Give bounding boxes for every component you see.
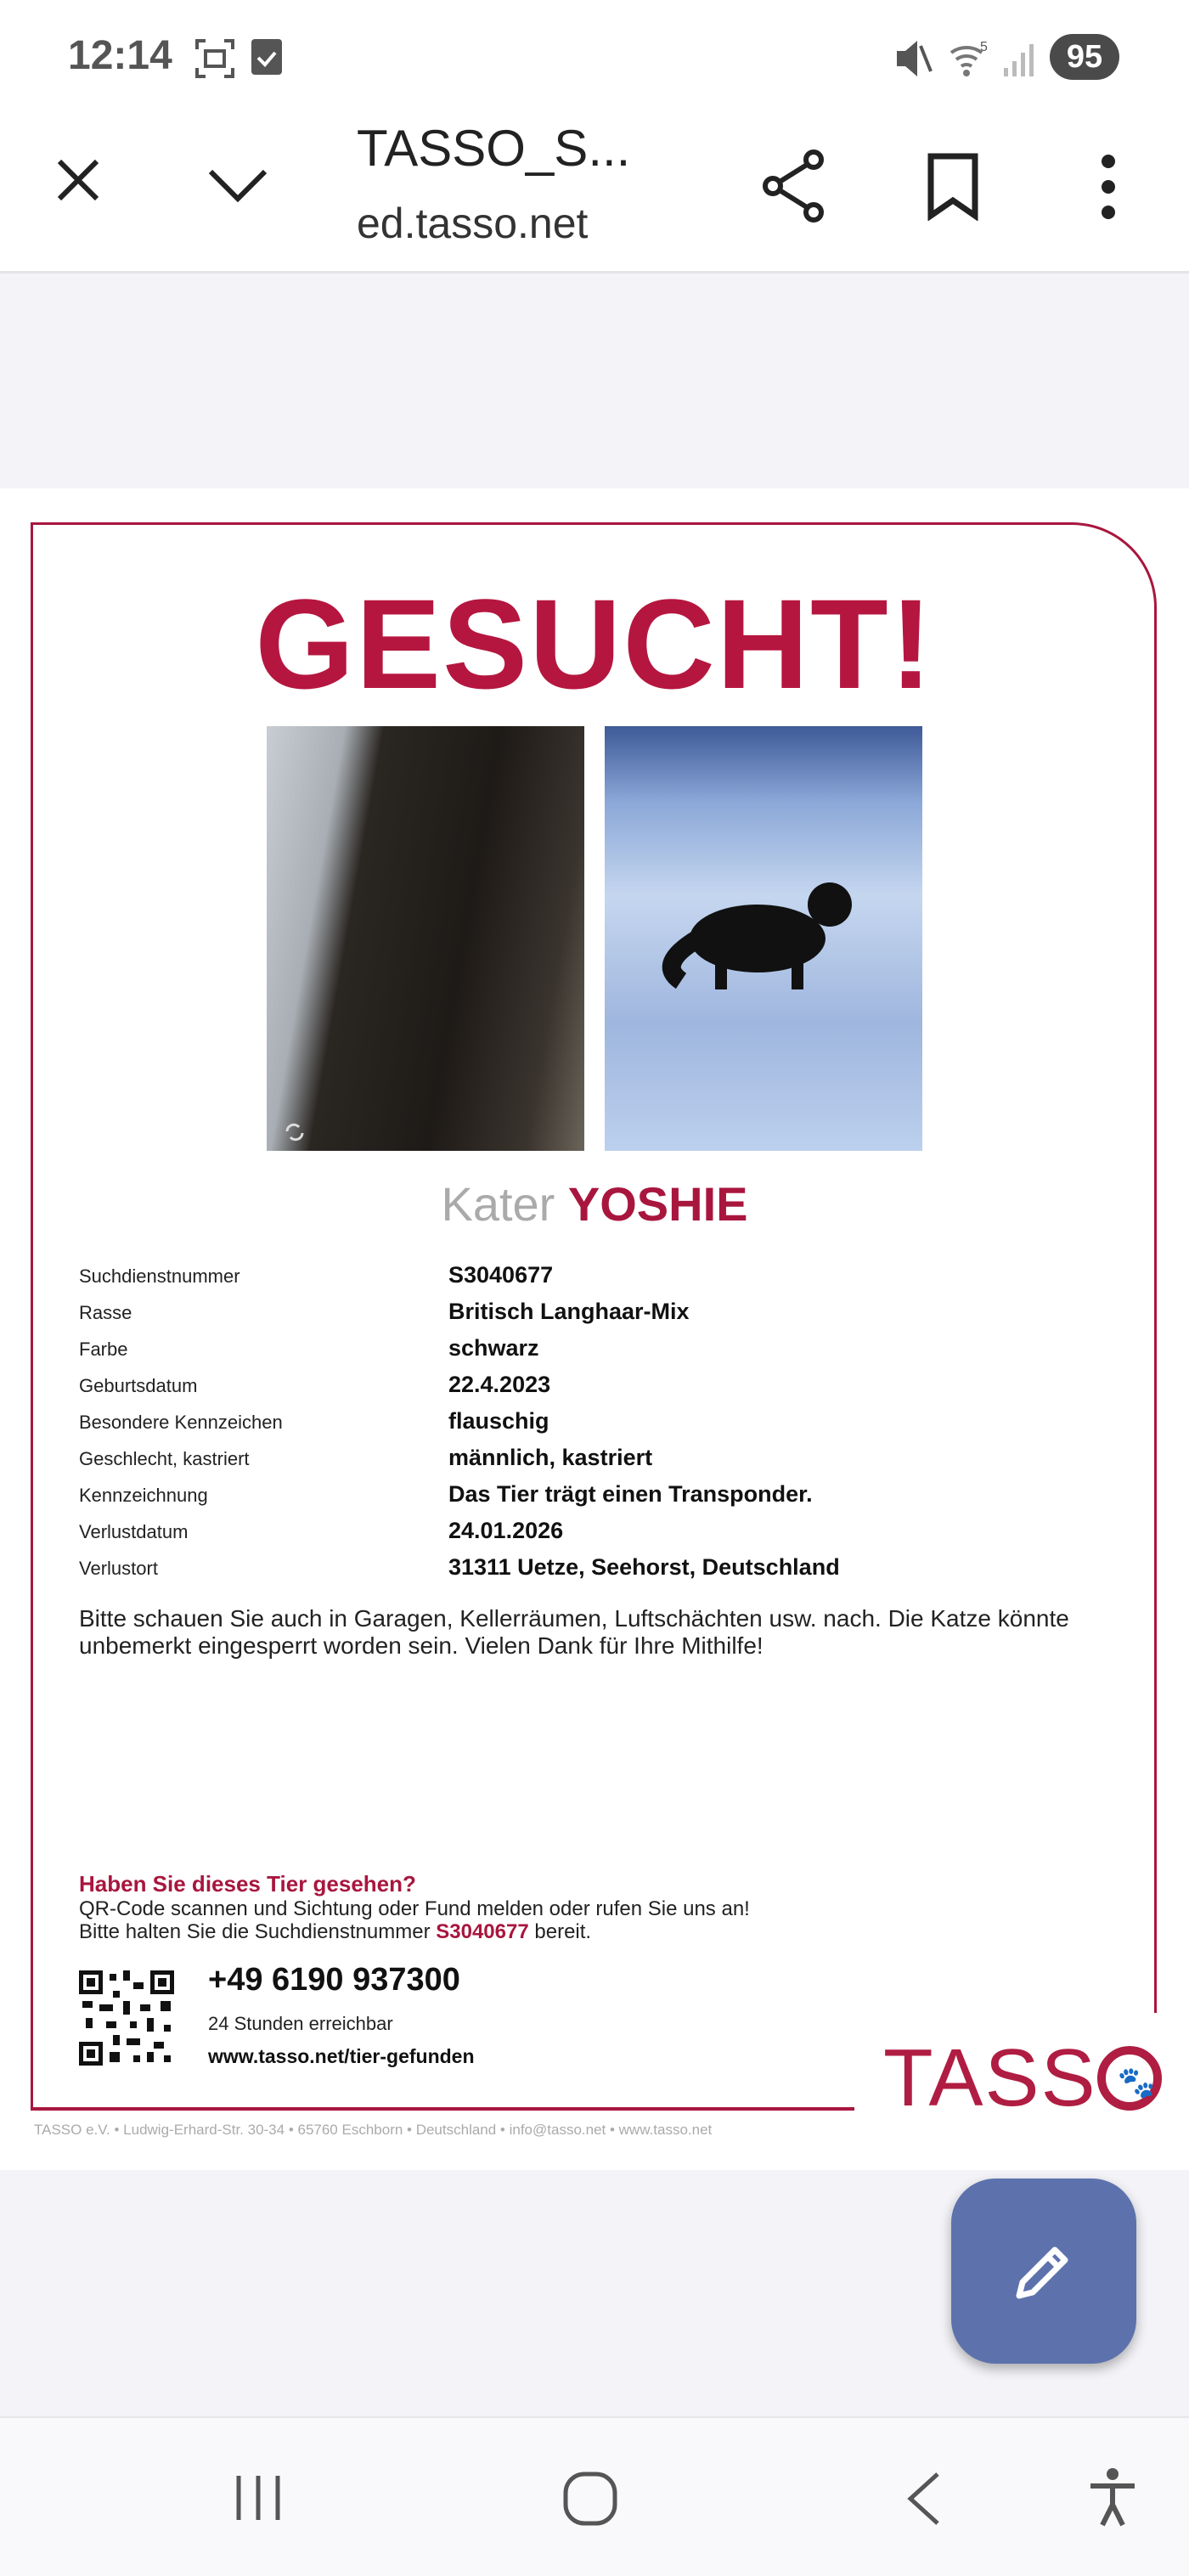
detail-row: Geburtsdatum 22.4.2023 xyxy=(79,1372,551,1397)
detail-row: Suchdienstnummer S3040677 xyxy=(79,1262,554,1288)
clock: 12:14 xyxy=(68,33,172,78)
back-icon[interactable] xyxy=(904,2471,943,2527)
paw-icon: 🐾 xyxy=(1117,2065,1158,2100)
close-icon[interactable] xyxy=(54,156,102,204)
cat-photo-snow xyxy=(605,726,922,1151)
repeat-icon xyxy=(284,1121,306,1143)
signal-icon xyxy=(1002,42,1036,78)
page-title: TASSO_S... xyxy=(357,120,631,177)
svg-text:5: 5 xyxy=(980,40,988,54)
website-link[interactable]: www.tasso.net/tier-gefunden xyxy=(208,2045,475,2067)
checkbox-notification-icon xyxy=(251,39,285,78)
home-icon[interactable] xyxy=(562,2471,618,2527)
animal-name: Kater YOSHIE xyxy=(441,1177,748,1231)
bookmark-icon[interactable] xyxy=(926,153,980,221)
detail-row: Besondere Kennzeichen flauschig xyxy=(79,1408,549,1434)
wifi-icon xyxy=(948,37,994,80)
detail-row: Kennzeichnung Das Tier trägt einen Transponder. xyxy=(79,1481,813,1507)
more-options-icon[interactable] xyxy=(1096,153,1121,221)
poster-heading: GESUCHT! xyxy=(255,572,934,715)
detail-row: Verlustort 31311 Uetze, Seehorst, Deutschland xyxy=(79,1554,840,1580)
qr-code[interactable] xyxy=(79,1970,174,2066)
chevron-down-icon[interactable] xyxy=(207,166,268,204)
mute-icon xyxy=(895,37,933,80)
cat-photo-indoor xyxy=(267,726,584,1151)
search-note: Bitte schauen Sie auch in Garagen, Kellerräumen, Luftschächten usw. nach. Die Katze könnte unbemerkt eingesperrt worden sein. Vielen Dank für Ihre Mithilfe! xyxy=(79,1605,1069,1659)
screenshot-icon xyxy=(194,37,236,80)
browser-toolbar xyxy=(0,110,1189,273)
footer-address: TASSO e.V. • Ludwig-Erhard-Str. 30-34 • 65760 Eschborn • Deutschland • info@tasso.net • www.tasso.net xyxy=(34,2122,713,2138)
recent-apps-icon[interactable] xyxy=(234,2474,283,2522)
tasso-logo: TASS 🐾 xyxy=(883,2032,1162,2125)
accessibility-icon[interactable] xyxy=(1087,2467,1138,2528)
phone-number[interactable]: +49 6190 937300 xyxy=(208,1962,460,1998)
detail-row: Farbe schwarz xyxy=(79,1335,539,1361)
battery-indicator: 95 xyxy=(1050,34,1119,80)
detail-row: Rasse Britisch Langhaar-Mix xyxy=(79,1299,690,1324)
poster-divider xyxy=(31,2107,854,2111)
hours-text: 24 Stunden erreichbar xyxy=(208,2013,393,2034)
system-nav-bar xyxy=(0,2416,1189,2576)
status-bar xyxy=(0,0,1189,110)
page-url[interactable]: ed.tasso.net xyxy=(357,200,589,247)
edit-button[interactable] xyxy=(951,2179,1136,2364)
detail-row: Verlustdatum 24.01.2026 xyxy=(79,1518,564,1543)
pencil-icon xyxy=(1012,2240,1075,2303)
seen-heading: Haben Sie dieses Tier gesehen? xyxy=(79,1871,416,1897)
share-icon[interactable] xyxy=(761,149,826,223)
seen-reference: Bitte halten Sie die Suchdienstnummer S3040677 bereit. xyxy=(79,1920,592,1943)
seen-instruction: QR-Code scannen und Sichtung oder Fund melden oder rufen Sie uns an! xyxy=(79,1897,750,1920)
detail-row: Geschlecht, kastriert männlich, kastriert xyxy=(79,1445,653,1470)
